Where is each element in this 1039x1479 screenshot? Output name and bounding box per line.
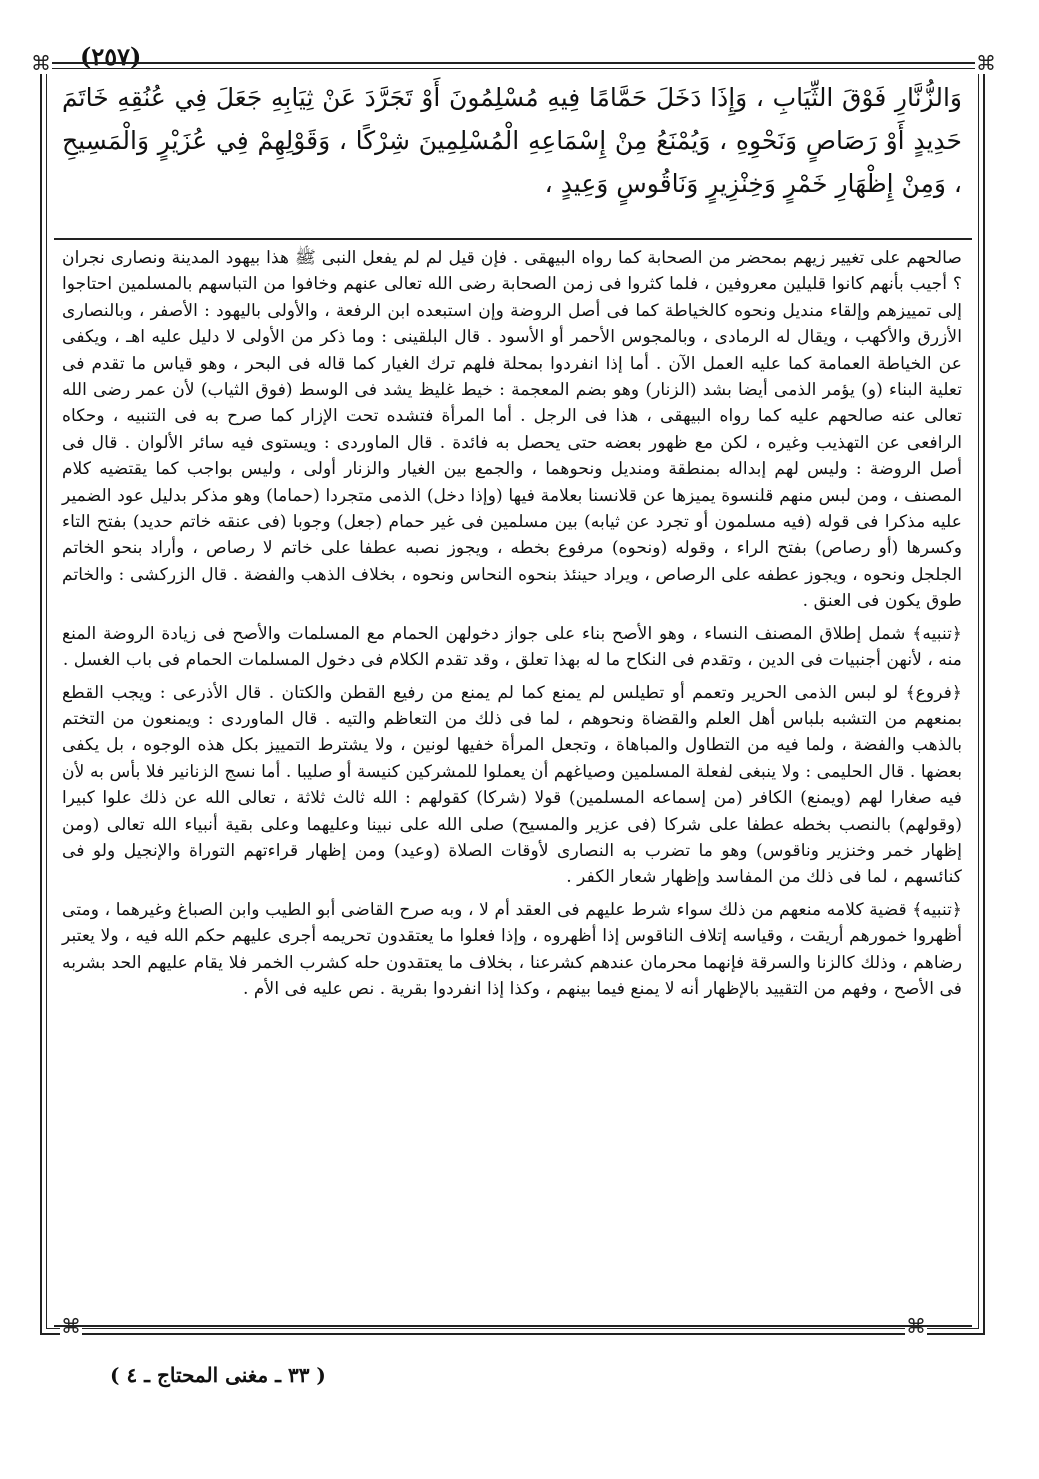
corner-ornament-bottom-left: ⌘: [61, 1314, 81, 1338]
matn-text: وَالزُّنَّارِ فَوْقَ الثِّيَابِ ، وَإِذَا دَخَلَ حَمَّامًا فِيهِ مُسْلِمُونَ أَوْ تَجَرَّدَ عَنْ ثِيَابِهِ جَعَلَ فِي عُنُقِهِ خَاتَمَ حَدِيدٍ أَوْ رَصَاصٍ وَنَحْوِهِ ، وَيُمْنَعُ مِنْ إِسْمَاعِهِ الْمُسْلِمِينَ شِرْكًا ، وَقَوْلِهِمْ فِي عُزَيْرٍ وَالْمَسِيحِ ، وَمِنْ إِظْهَارِ خَمْرٍ وَخِنْزِيرٍ وَنَاقُوسٍ وَعِيدٍ ،: [62, 83, 962, 198]
signature-line: ( ٣٣ ـ مغنى المحتاج ـ ٤ ): [110, 1363, 326, 1387]
sharh-paragraph: صالحهم على تغيير زيهم بمحضر من الصحابة كما رواه البيهقى . فإن قيل لم لم يفعل النبى ﷺ هذا بيهود المدينة ونصارى نجران ؟ أجيب بأنهم كانوا قليلين معروفين ، فلما كثروا فى زمن الصحابة رضى الله تعالى عنهم وخافوا من التباسهم بالمسلمين احتاجوا إلى تمييزهم وإلقاء منديل ونحوه كالخياطة كما فى أصل الروضة وإن استبعده ابن الرفعة ، والأولى باليهود : الأصفر ، وبالنصارى الأزرق والأكهب ، ويقال له الرمادى ، وبالمجوس الأحمر أو الأسود . قال البلقينى : وما ذكر من الأولى لا دليل عليه اهـ ، ويكفى عن الخياطة العمامة كما عليه العمل الآن . أما إذا انفردوا بمحلة فلهم ترك الغيار كما قاله فى البحر ، وهو قياس ما تقدم فى تعلية البناء (و) يؤمر الذمى أيضا بشد (الزنار) وهو بضم المعجمة : خيط غليظ يشد فى الوسط (فوق الثياب) لأن عمر رضى الله تعالى عنه صالحهم عليه كما رواه البيهقى ، هذا فى الرجل . أما المرأة فتشده تحت الإزار كما صرح به فى التنبيه ، وحكاه الرافعى عن التهذيب وغيره ، لكن مع ظهور بعضه حتى يحصل به فائدة . قال الماوردى : ويستوى فيه سائر الألوان . قال فى أصل الروضة : وليس لهم إبداله بمنطقة ومنديل ونحوهما ، والجمع بين الغيار والزنار أولى ، وليس بواجب كما يقتضيه كلام المصنف ، ومن لبس منهم قلنسوة يميزها عن قلانسنا بعلامة فيها (وإذا دخل) الذمى متجردا (حماما) وهو مذكر بدليل عود الضمير عليه مذكرا فى قوله (فيه مسلمون أو تجرد عن ثيابه) بين مسلمين فى غير حمام (جعل) وجوبا (فى عنقه خاتم حديد) بفتح التاء وكسرها (أو رصاص) بفتح الراء ، وقوله (ونحوه) مرفوع بخطه ، ويجوز نصبه عطفا على خاتم لا رصاص ، وأراد بنحو الخاتم الجلجل ونحوه ، ويجوز عطفه على الرصاص ، ويراد حينئذ بنحوه النحاس ونحوه ، بخلاف الذهب والفضة . قال الزركشى : والخاتم طوق يكون فى العنق .: [62, 248, 962, 612]
matn-divider: [54, 238, 972, 240]
sharh-paragraph: ﴿فروع﴾ لو لبس الذمى الحرير وتعمم أو تطيلس لم يمنع كما لم يمنع من رفيع القطن والكتان . قال الأذرعى : ويجب القطع بمنعهم من التشبه بلباس أهل العلم والقضاة ونحوهم ، لما فى ذلك من التعاظم والتيه . قال الماوردى : ويمنعون من التختم بالذهب والفضة ، ولما فيه من التطاول والمباهاة ، وتجعل المرأة خفيها لونين ، ولا يشترط التمييز بكل هذه الوجوه ، بل يكفى بعضها . قال الحليمى : ولا ينبغى لفعلة المسلمين وصياغهم أن يعملوا للمشركين كنيسة أو صليبا . أما نسج الزنانير فلا بأس به لأن فيه صغارا لهم (ويمنع) الكافر (من إسماعه المسلمين) قولا (شركا) كقولهم : الله ثالث ثلاثة ، تعالى الله عن ذلك علوا كبيرا (وقولهم) بالنصب بخطه عطفا على شركا (فى عزير والمسيح) صلى الله على نبينا وعليهما وعلى بقية أنبياء الله تعالى (ومن إظهار خمر وخنزير وناقوس) وهو ما تضرب به النصارى لأوقات الصلاة (وعيد) ومن إظهار قراءتهم التوراة والإنجيل ولو فى كنائسهم ، لما فى ذلك من المفاسد وإظهار شعار الكفر .: [62, 682, 962, 888]
sharh-paragraph: ﴿تنبيه﴾ قضية كلامه منعهم من ذلك سواء شرط عليهم فى العقد أم لا ، وبه صرح القاضى أبو الطيب وابن الصباغ وغيرهما ، ومتى أظهروا خمورهم أريقت ، وقياسه إتلاف الناقوس إذا أظهروه ، وإذا فعلوا ما يعتقدون تحريمه أجرى عليهم حكم الله فيه ، ولا يعتبر رضاهم ، وذلك كالزنا والسرقة فإنهما محرمان عندهم كشرعنا ، بخلاف ما يعتقدون حله كشرب الخمر فلا يقام عليهم الحد بشربه فى الأصح ، وفهم من التقييد بالإظهار أنه لا يمنع فيما بينهم ، وكذا إذا انفردوا بقرية . نص عليه فى الأم .: [62, 899, 962, 999]
corner-ornament-bottom-right: ⌘: [906, 1314, 926, 1338]
sharh-commentary: [62, 245, 962, 1008]
page-number: (٢٥٧): [80, 42, 142, 71]
footer-divider: [54, 1325, 972, 1327]
corner-ornament-top-right: ⌘: [976, 51, 996, 75]
corner-ornament-top-left: ⌘: [31, 51, 51, 75]
sharh-paragraph: ﴿تنبيه﴾ شمل إطلاق المصنف النساء ، وهو الأصح بناء على جواز دخولهن الحمام مع المسلمات والأصح فى زيادة الروضة المنع منه ، لأنهن أجنبيات فى الدين ، وتقدم فى النكاح ما له بهذا تعلق ، وقد تقدم الكلام فى دخول المسلمات الحمام فى باب الغسل .: [62, 623, 962, 671]
